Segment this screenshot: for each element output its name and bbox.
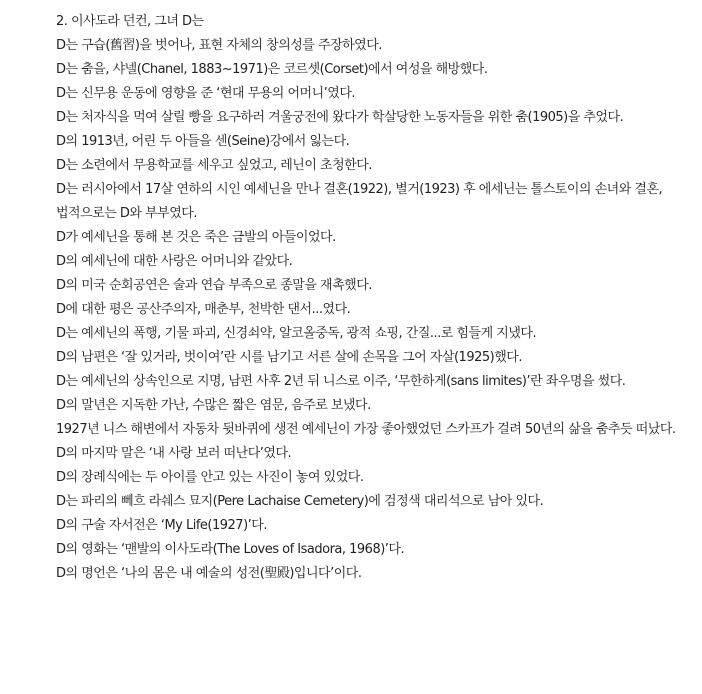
document-line: D는 예세닌의 폭행, 기물 파괴, 신경쇠약, 알코올중독, 광적 쇼핑, 간질...로 힘들게 지냈다. [56, 326, 537, 341]
document-line: D가 예세닌을 통해 본 것은 죽은 금발의 아들이었다. [56, 230, 336, 245]
document-line: 법적으로는 D와 부부였다. [56, 206, 197, 221]
document-line: D는 러시아에서 17살 연하의 시인 예세닌을 만나 결혼(1922), 별거(1923) 후 에세닌는 톨스토이의 손녀와 결혼, [56, 182, 663, 197]
document-title: 2. 이사도라 던컨, 그녀 D는 [56, 14, 204, 29]
document-line: D의 말년은 지독한 가난, 수많은 짧은 염문, 음주로 보냈다. [56, 398, 371, 413]
document-line: 1927년 니스 해변에서 자동차 뒷바퀴에 생전 예세닌이 가장 좋아했었던 스카프가 걸려 50년의 삶을 춤추듯 떠났다. [56, 422, 676, 437]
document-line: D는 파리의 뻬흐 라쉐스 묘지(Pere Lachaise Cemetery)에 검정색 대리석으로 남아 있다. [56, 494, 544, 509]
document-line: D는 처자식을 먹여 살릴 빵을 요구하러 겨울궁전에 왔다가 학살당한 노동자들을 위한 춤(1905)을 추었다. [56, 110, 624, 125]
document-line: D는 신무용 운동에 영향을 준 ‘현대 무용의 어머니’였다. [56, 86, 356, 101]
document-line: D는 소련에서 무용학교를 세우고 싶었고, 레닌이 초청한다. [56, 158, 372, 173]
document-line: D의 구술 자서전은 ‘My Life(1927)’다. [56, 518, 267, 533]
document-line: D는 춤을, 샤넬(Chanel, 1883~1971)은 코르셋(Corset)에서 여성을 해방했다. [56, 62, 488, 77]
document-lines [56, 34, 688, 586]
document-line: D의 마지막 말은 ‘내 사랑 보러 떠난다’였다. [56, 446, 292, 461]
document-line: D의 영화는 ‘맨발의 이사도라(The Loves of Isadora, 1968)’다. [56, 542, 405, 557]
document-line: D에 대한 평은 공산주의자, 매춘부, 천박한 댄서...였다. [56, 302, 351, 317]
document-line: D는 예세닌의 상속인으로 지명, 남편 사후 2년 뒤 니스로 이주, ‘무한하게(sans limites)’란 좌우명을 썼다. [56, 374, 626, 389]
document-line: D의 미국 순회공연은 술과 연습 부족으로 종말을 재촉했다. [56, 278, 372, 293]
document-line: D는 구습(舊習)을 벗어나, 표현 자체의 창의성를 주장하였다. [56, 38, 382, 53]
document-line: D의 1913년, 어린 두 아들을 센(Seine)강에서 잃는다. [56, 134, 350, 149]
document-line: D의 남편은 ‘잘 있거라, 벗이여’란 시를 남기고 서른 살에 손목을 그어 자살(1925)했다. [56, 350, 522, 365]
document-line: D의 명언은 ‘나의 몸은 내 예술의 성전(聖殿)입니다’이다. [56, 566, 362, 581]
document-line: D의 예세닌에 대한 사랑은 어머니와 같았다. [56, 254, 293, 269]
document-line: D의 장례식에는 두 아이를 안고 있는 사진이 놓여 있었다. [56, 470, 364, 485]
